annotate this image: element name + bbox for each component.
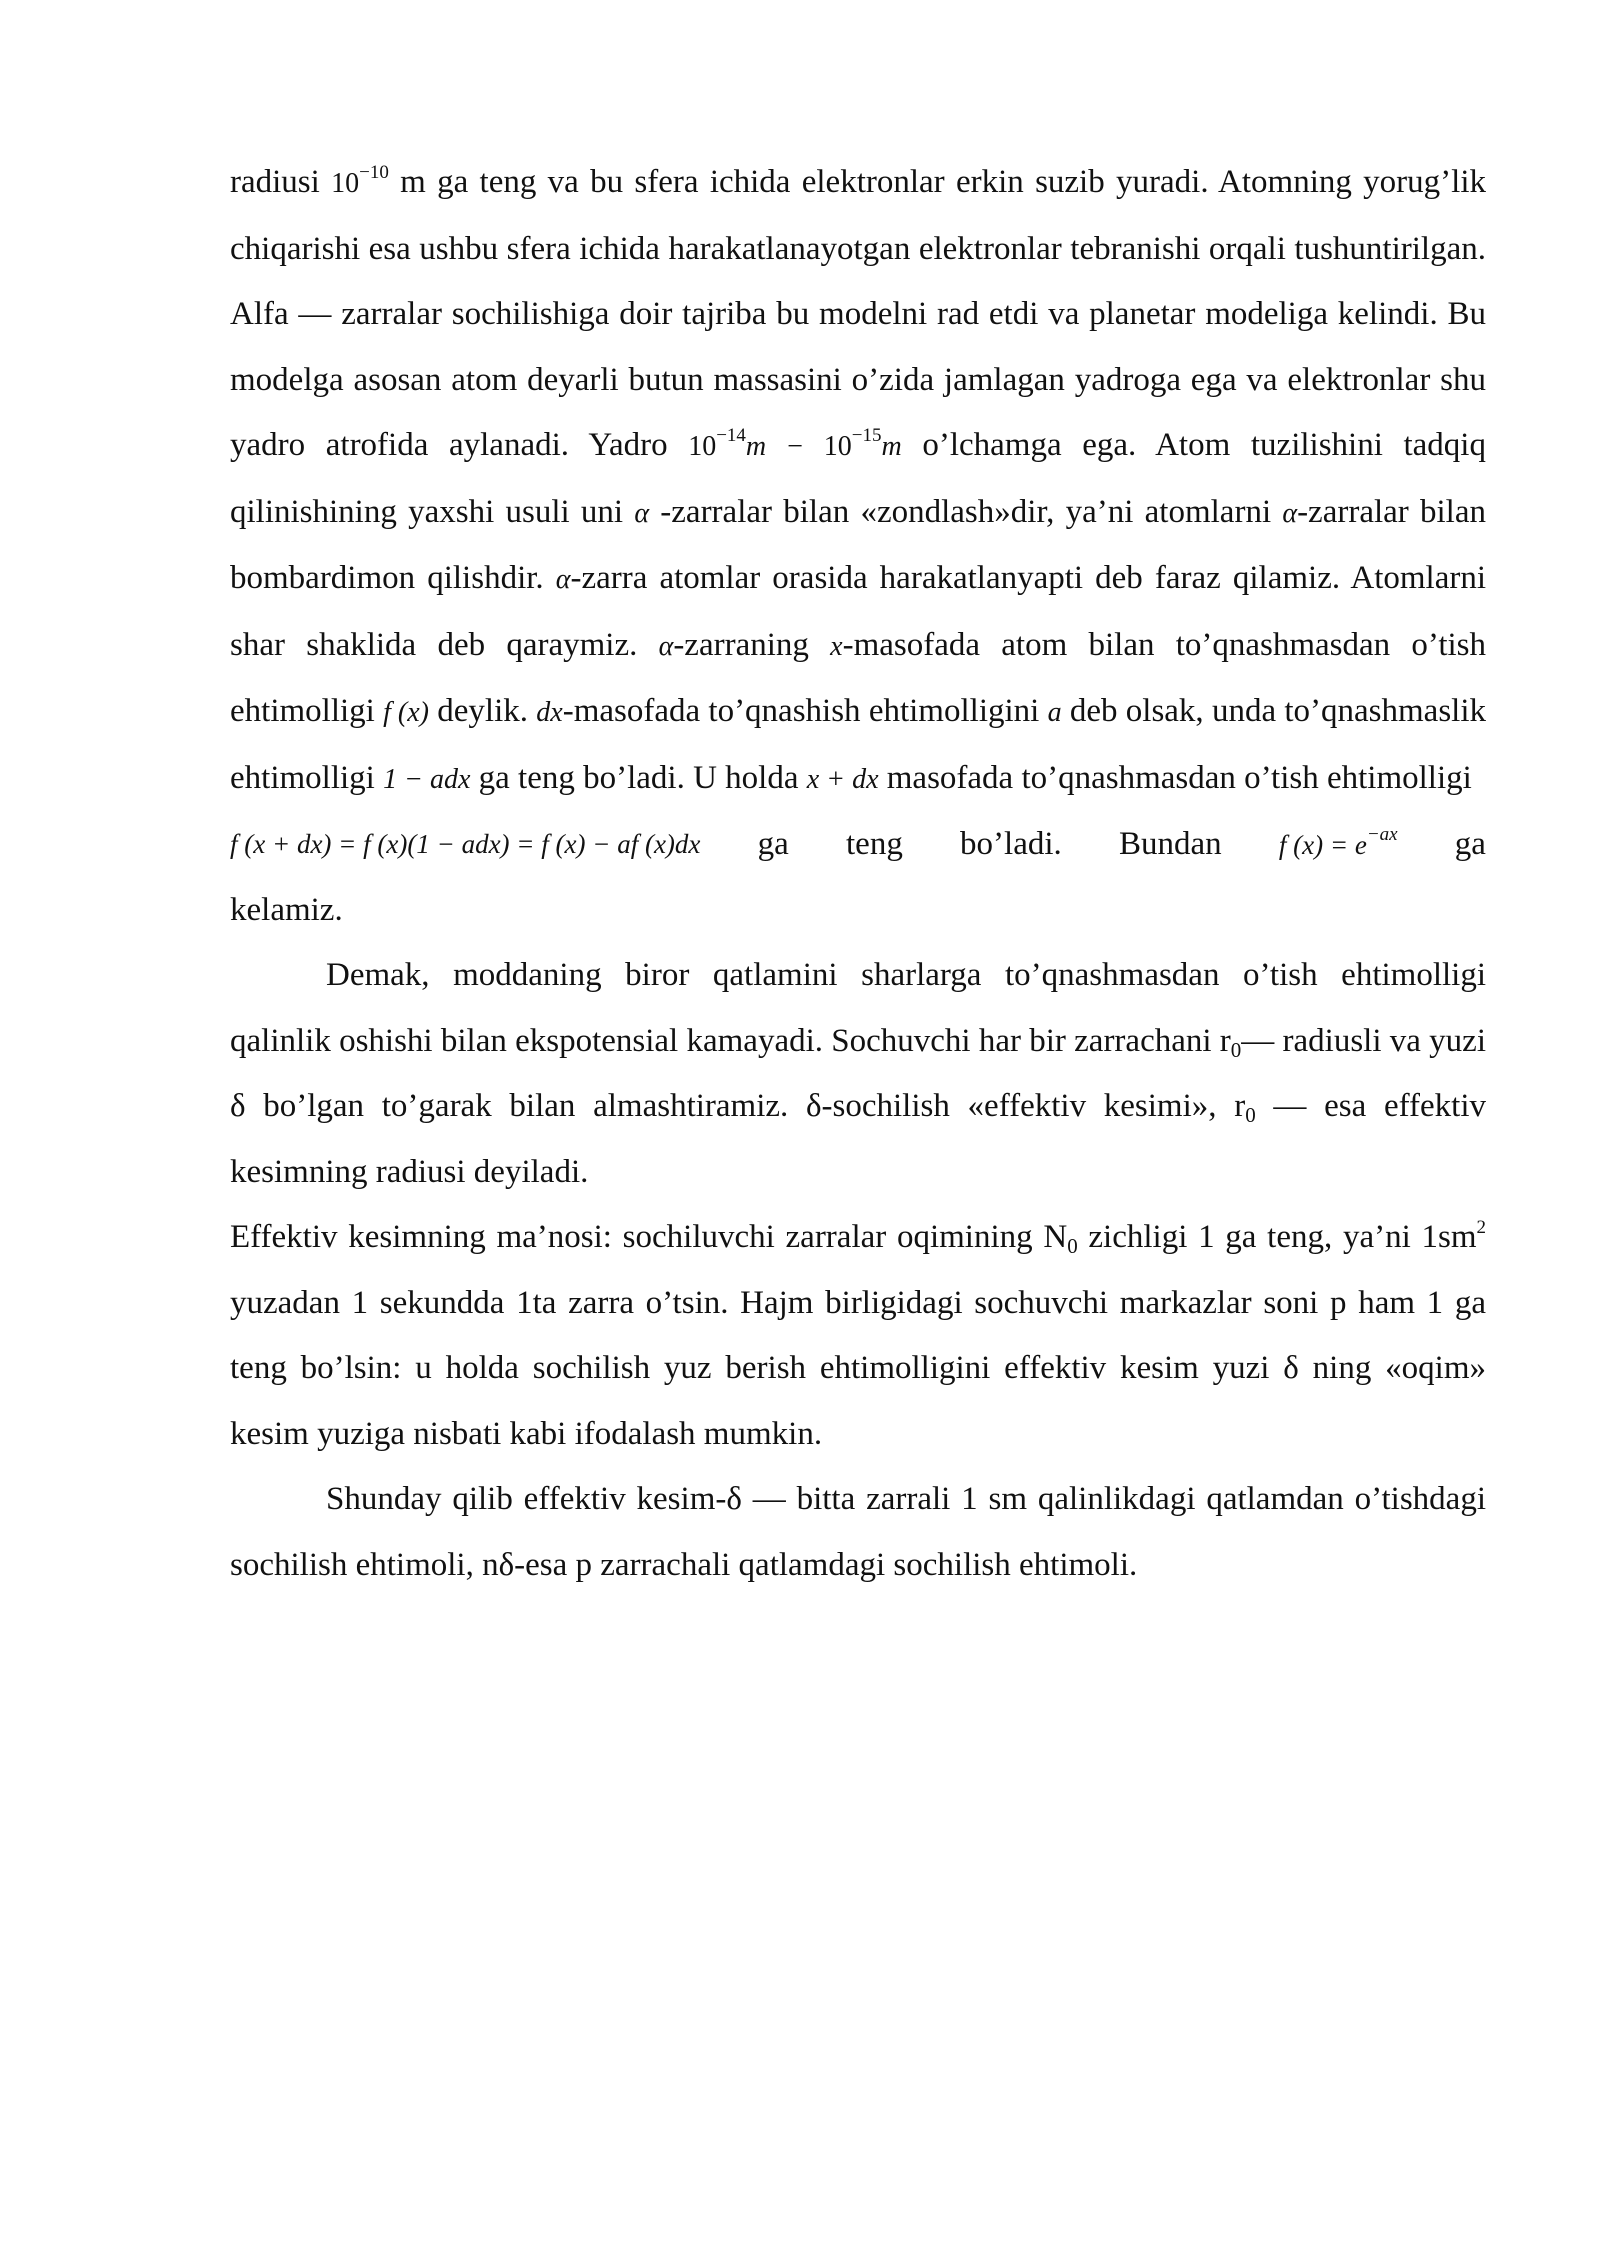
text-run: -masofada to’qnashish ehtimolligini [562,693,1048,729]
text-run: -zarralar bilan bombardimon qilishdir. [230,493,1487,596]
math-one-minus-adx: 1 − adx [383,763,471,795]
text-run: -zarraning [673,626,831,663]
math-ten: 10 [688,431,717,462]
equation-probability: f (x + dx) = f (x)(1 − adx) = f (x) − af (x)dx [230,829,701,859]
equation-line [230,812,1486,878]
eq-word-boladi: bo’ladi. [960,826,1062,862]
math-ten: 10 [823,431,852,462]
text-run: deylik. [428,693,537,729]
math-exponent: −ax [1366,823,1398,845]
paragraph-shunday: Shunday qilib effektiv kesim-δ — bitta zarrali 1 sm qalinlikdagi qatlamdan o’tishdagi sochilish ehtimoli, nδ-esa p zarrachali qatlamdagi sochilish ehtimoli. [230,1481,1486,1583]
subscript: 0 [1230,1037,1242,1062]
math-alpha: α [555,564,571,595]
math-alpha: α [1282,497,1298,529]
eq-word-ga: ga [757,826,789,862]
math-m: m [881,431,902,462]
math-dx: dx [536,697,563,728]
math-alpha: α [658,630,674,662]
text-run: radiusi [230,164,332,200]
text-run: ga teng bo’ladi. U holda [470,759,807,796]
superscript: 2 [1476,1217,1486,1238]
math-exponent: −15 [851,425,882,446]
text-run: o’lchamga ega. Atom tuzilishini tadqiq qilinishining yaxshi usuli uni [230,427,1486,530]
text-run: Demak, moddaning biror qatlamini sharlarga to’qnashmasdan o’tish ehtimolligi qalinlik oshishi bilan ekspotensial kamayadi. Sochuvchi har bir zarrachani r [230,957,1486,1059]
math-ten: 10 [331,168,360,199]
math-a: a [1047,697,1062,728]
text-run: zichligi 1 ga teng, ya’ni 1sm [1077,1219,1477,1255]
text-run: -zarralar bilan «zondlash»dir, ya’ni atomlarni [649,493,1283,530]
text-run: yuzadan 1 sekundda 1ta zarra o’tsin. Hajm birligidagi sochuvchi markazlar soni p ham 1 ga teng bo’lsin: u holda sochilish yuz berish ehtimolligini effektiv kesim yuzi δ ning «oqim» kesim yuziga nisbati kabi ifodalash mumkin. [230,1284,1486,1452]
text-run: Effektiv kesimning ma’nosi: sochiluvchi zarralar oqimining N [230,1219,1068,1255]
math-x-plus-dx: x + dx [806,763,879,795]
paragraph-demak [230,943,1486,1205]
math-exponent: −14 [716,425,746,446]
math-x: x [830,630,843,662]
eq-word-bundan: Bundan [1119,826,1222,862]
text-run: m ga teng va bu sfera ichida elektronlar erkin suzib yuradi. Atomning yorug’lik chiqarishi esa ushbu sfera ichida harakatlanayotgan elektronlar tebranishi orqali tushuntirilgan. Alfa — zarralar sochilishiga doir tajriba bu modelni rad etdi va planetar modeliga kelindi. Bu modelga asosan atom deyarli butun massasini o’zida jamlagan yadroga ega va elektronlar shu yadro atrofida aylanadi. Yadro [230,164,1486,463]
paragraph-kelamiz: kelamiz. [230,891,343,928]
text-run: deb olsak, unda to’qnashmaslik ehtimolligi [230,693,1487,796]
math-exponent: −10 [359,162,389,183]
text-run: -masofada atom bilan to’qnashmasdan o’tish ehtimolligi [230,626,1486,729]
subscript: 0 [1067,1234,1078,1258]
equation-exponential-base: f (x) = e [1278,829,1367,860]
eq-word-teng: teng [846,826,903,862]
eq-word-ga-end: ga [1454,826,1486,862]
text-body [230,150,1486,1598]
paragraph-effektiv [230,1205,1486,1467]
equation-exponential [1279,812,1398,879]
text-run: masofada to’qnashmasdan o’tish ehtimolligi [878,759,1472,796]
paragraph-atom-models [230,150,1486,812]
subscript: 0 [1245,1103,1256,1127]
math-fx: f (x) [383,697,429,728]
text-run: — esa effektiv kesimning radiusi deyiladi. [230,1088,1486,1190]
math-m-minus: m − [745,431,824,462]
text-run: — radiusli va yuzi δ bo’lgan to’garak bilan almashtiramiz. δ-sochilish «effektiv kesimi», r [230,1022,1486,1124]
math-alpha: α [634,497,650,529]
text-run: -zarra atomlar orasida harakatlanyapti deb faraz qilamiz. Atomlarni shar shaklida deb qaraymiz. [230,560,1487,663]
